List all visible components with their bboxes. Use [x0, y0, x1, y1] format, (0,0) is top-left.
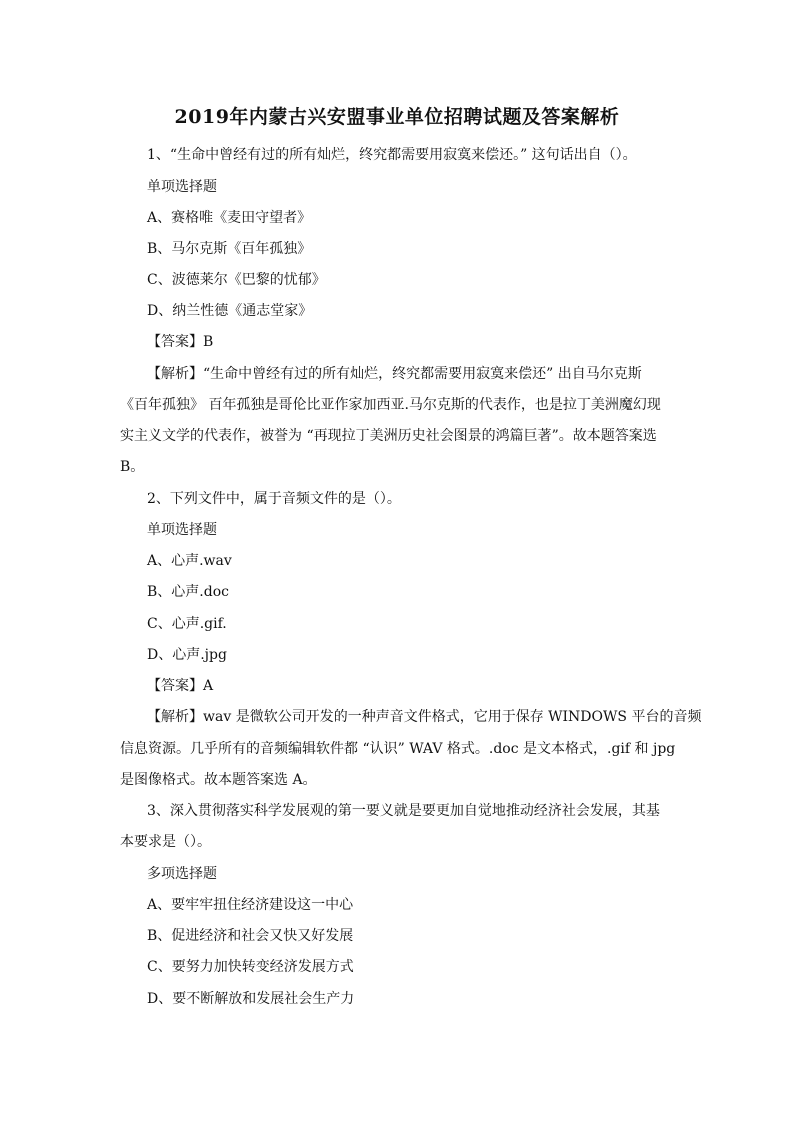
question-2-analysis-line-3: 是图像格式。故本题答案选 A。 [120, 772, 317, 788]
question-2-option-b: B、心声.doc [147, 584, 229, 600]
question-3-option-d: D、要不断解放和发展社会生产力 [147, 991, 355, 1007]
question-3-option-c: C、要努力加快转变经济发展方式 [147, 959, 354, 975]
question-2-stem: 2、下列文件中，属于音频文件的是（）。 [147, 491, 401, 507]
question-3-stem-line-1: 3、深入贯彻落实科学发展观的第一要义就是要更加自觉地推动经济社会发展，其基 [147, 803, 660, 819]
question-2-option-d: D、心声.jpg [147, 647, 227, 663]
question-1-option-b: B、马尔克斯《百年孤独》 [147, 241, 312, 257]
question-3-option-a: A、要牢牢扭住经济建设这一中心 [147, 897, 354, 913]
question-1-analysis-line-1: 【解析】“生命中曾经有过的所有灿烂，终究都需要用寂寞来偿还” 出自马尔克斯 [147, 366, 642, 382]
question-1-stem: 1、“生命中曾经有过的所有灿烂，终究都需要用寂寞来偿还。” 这句话出自（）。 [147, 147, 637, 163]
question-1-analysis-line-2: 《百年孤独》 百年孤独是哥伦比亚作家加西亚.马尔克斯的代表作，也是拉丁美洲魔幻现 [120, 397, 661, 413]
question-1-option-d: D、纳兰性德《通志堂家》 [147, 303, 313, 319]
question-2-type: 单项选择题 [147, 522, 217, 538]
question-1-option-c: C、波德莱尔《巴黎的忧郁》 [147, 272, 326, 288]
question-2-analysis-line-1: 【解析】wav 是微软公司开发的一种声音文件格式，它用于保存 WINDOWS 平台的音频 [147, 709, 702, 725]
question-3-option-b: B、促进经济和社会又快又好发展 [147, 928, 354, 944]
question-3-type: 多项选择题 [147, 866, 217, 882]
question-3-stem-line-2: 本要求是（）。 [120, 834, 211, 850]
question-1-option-a: A、赛格唯《麦田守望者》 [147, 210, 312, 226]
question-2-analysis-line-2: 信息资源。几乎所有的音频编辑软件都 “认识” WAV 格式。.doc 是文本格式，.gif 和 jpg [120, 741, 676, 757]
question-2-option-c: C、心声.gif. [147, 616, 227, 632]
question-2-option-a: A、心声.wav [147, 553, 232, 569]
question-1-answer: 【答案】B [147, 334, 214, 350]
page-title: 2019年内蒙古兴安盟事业单位招聘试题及答案解析 [174, 106, 620, 128]
question-1-analysis-line-4: B。 [120, 459, 145, 475]
question-1-analysis-line-3: 实主义文学的代表作，被誉为 “再现拉丁美洲历史社会图景的鸿篇巨著”。故本题答案选 [120, 428, 657, 444]
question-2-answer: 【答案】A [147, 678, 214, 694]
question-1-type: 单项选择题 [147, 179, 217, 195]
